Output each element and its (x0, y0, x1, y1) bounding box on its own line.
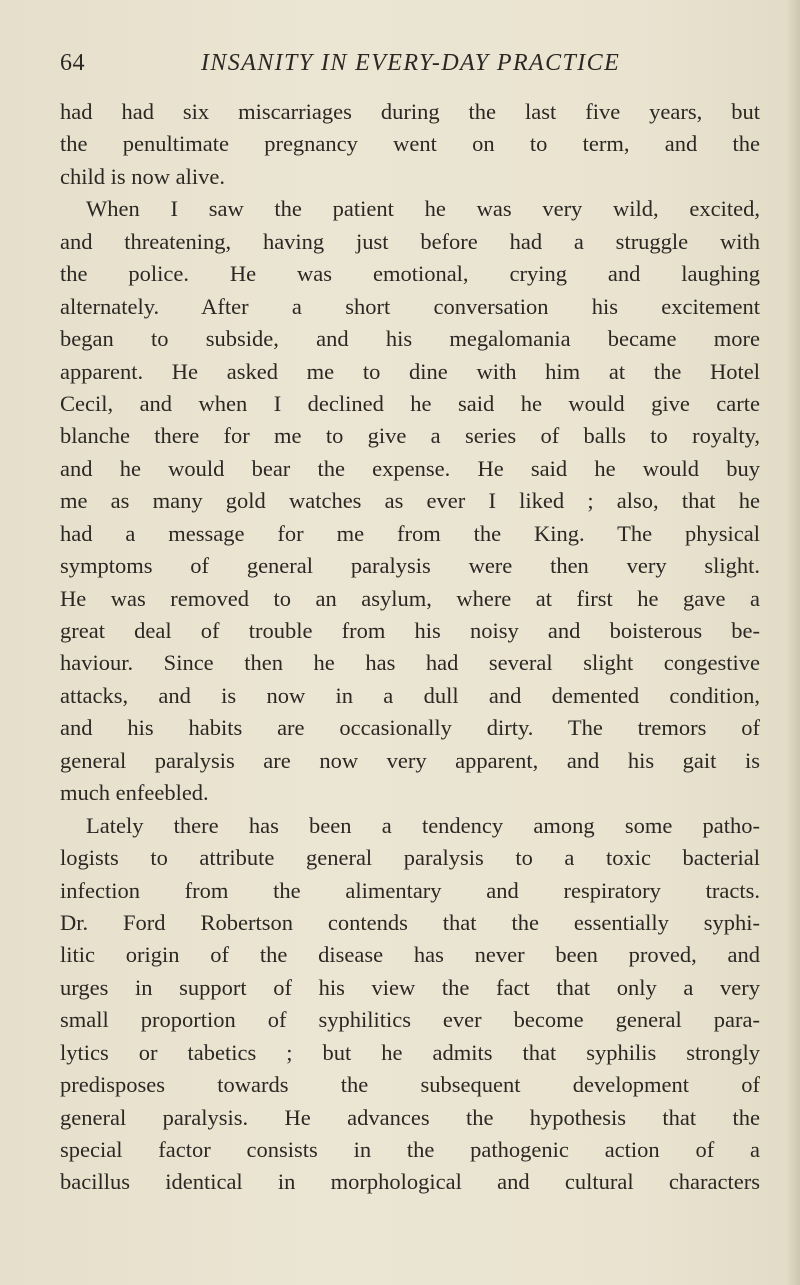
text-line: predisposes towards the subsequent development of (60, 1072, 760, 1098)
text-line: and he would bear the expense. He said he would buy (60, 455, 760, 481)
text-line: and threatening, having just before had a struggle with (60, 228, 760, 254)
text-line: me as many gold watches as ever I liked ; also, that he (60, 488, 760, 514)
text-line: infection from the alimentary and respiratory tracts. (60, 877, 760, 903)
paragraph-patient-description (60, 193, 760, 809)
text-line: apparent. He asked me to dine with him at the Hotel (60, 358, 760, 384)
body-text (60, 96, 760, 1199)
text-line: general paralysis are now very apparent, and his gait is (60, 747, 760, 773)
text-line: began to subside, and his megalomania became more (60, 326, 760, 352)
text-line: When I saw the patient he was very wild, excited, (86, 196, 760, 222)
text-line: special factor consists in the pathogenic action of a (60, 1137, 760, 1162)
page-edge-shadow (786, 0, 800, 1285)
text-line: bacillus identical in morphological and cultural characters (60, 1169, 760, 1195)
text-line: alternately. After a short conversation his excitement (60, 293, 760, 319)
running-head: INSANITY IN EVERY-DAY PRACTICE (201, 50, 621, 76)
paragraph-pathology (60, 810, 760, 1199)
text-line: Cecil, and when I declined he said he would give carte (60, 390, 760, 416)
page-header (60, 46, 760, 80)
text-line: He was removed to an asylum, where at first he gave a (60, 585, 760, 611)
text-line: child is now alive. (60, 163, 225, 189)
text-line: the police. He was emotional, crying and laughing (60, 261, 760, 287)
text-line: the penultimate pregnancy went on to term, and the (60, 131, 760, 157)
paragraph-continued (60, 96, 760, 193)
text-line: attacks, and is now in a dull and demented condition, (60, 682, 760, 708)
text-line: Dr. Ford Robertson contends that the essentially syphi- (60, 909, 760, 935)
text-line: and his habits are occasionally dirty. The tremors of (60, 715, 760, 741)
text-line: haviour. Since then he has had several slight congestive (60, 650, 760, 676)
text-line: litic origin of the disease has never been proved, and (60, 942, 760, 968)
text-line: Lately there has been a tendency among some patho- (86, 812, 760, 838)
text-line: logists to attribute general paralysis to a toxic bacterial (60, 845, 760, 871)
text-line: had a message for me from the King. The physical (60, 520, 760, 546)
text-line: small proportion of syphilitics ever become general para- (60, 1007, 760, 1033)
page-number: 64 (60, 50, 85, 76)
text-line: symptoms of general paralysis were then very slight. (60, 553, 760, 579)
text-line: great deal of trouble from his noisy and boisterous be- (60, 618, 760, 643)
text-line: urges in support of his view the fact that only a very (60, 974, 760, 1000)
text-line: had had six miscarriages during the last five years, but (60, 99, 760, 124)
text-line: much enfeebled. (60, 780, 209, 806)
text-line: blanche there for me to give a series of balls to royalty, (60, 423, 760, 449)
text-line: general paralysis. He advances the hypothesis that the (60, 1104, 760, 1130)
text-line: lytics or tabetics ; but he admits that syphilis strongly (60, 1039, 760, 1065)
